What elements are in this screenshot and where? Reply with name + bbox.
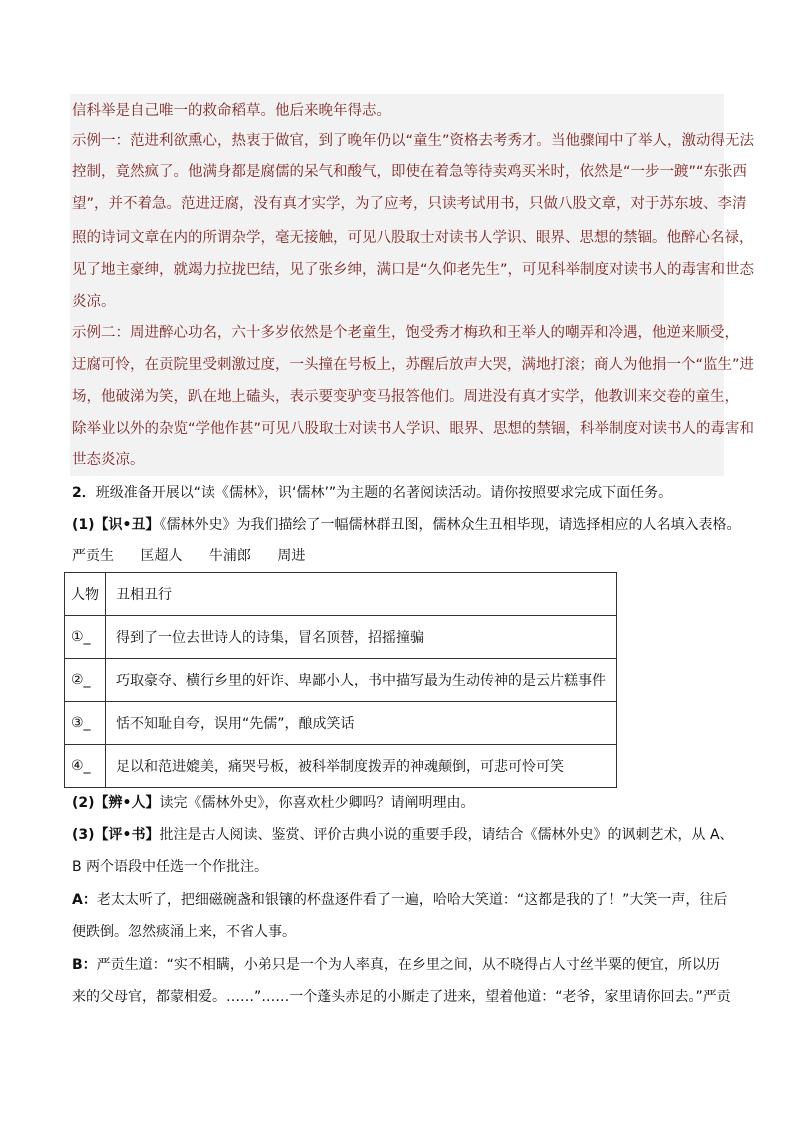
character-table [64,572,617,788]
part-2-prompt [72,793,475,813]
question-intro-text: 班级准备开展以“读《儒林》，识‘儒林’”为主题的名著阅读活动。请你按照要求完成下面任务。 [95,485,673,501]
passage-a-tag: A： [72,892,97,908]
part-1-text: 《儒林外史》为我们描绘了一幅儒林群丑图，儒林众生丑相毕现，请选择相应的人名填入表格。 [159,517,741,533]
name-option: 周进 [277,548,306,564]
question-number: 2． [72,485,96,501]
answer-line: 控制，竟然疯了。他满身都是腐儒的呆气和酸气，即使在着急等待卖鸡买米时，依然是“一步一踱”“东张西 [72,164,748,180]
passage-b-tag: B： [72,957,97,973]
table-header-row [65,573,617,616]
part-3-tag: (3)【评•书】 [72,827,160,843]
question-2-intro [72,483,672,503]
header-character: 人物 [65,573,106,616]
answer-line: 世态炎凉。 [72,452,145,468]
part-3-text: 批注是古人阅读、鉴赏、评价古典小说的重要手段，请结合《儒林外史》的讽刺艺术，从 A、 [159,827,734,843]
part-1-tag: (1)【识•丑】 [72,517,160,533]
answer-line: 炎凉。 [72,294,116,310]
behavior-cell: 得到了一位去世诗人的诗集，冒名顶替，招摇撞骗 [106,616,617,659]
name-option: 严贡生 [72,548,114,564]
table-row [65,702,617,745]
name-options [72,546,327,566]
part-1-prompt [72,515,741,535]
behavior-cell: 恬不知耻自夸，误用“先儒”，酿成笑话 [106,702,617,745]
answer-line: 见了地主豪绅，就竭力拉拢巴结，见了张乡绅，满口是“久仰老先生”，可见科举制度对读书人的毒害和世态 [72,262,755,278]
passage-a-text: 老太太听了，把细磁碗盏和银镶的杯盘逐件看了一遍，哈哈大笑道：“这都是我的了！”大笑一声，往后 [96,892,728,908]
answer-line: 除举业以外的杂览“学他作甚”可见八股取士对读书人学识、眼界、思想的禁锢，科举制度对读书人的毒害和 [72,421,755,437]
answer-line: 示例一：范进利欲熏心，热衷于做官，到了晚年仍以“童生”资格去考秀才。当他骤闻中了举人，激动得无法 [72,133,755,149]
part-3-prompt [72,825,734,845]
answer-line: 示例二：周进醉心功名，六十多岁依然是个老童生，饱受秀才梅玖和王举人的嘲弄和冷遇，他逆来顺受， [72,325,739,341]
answer-line: 望”，并不着急。范进迂腐，没有真才实学，为了应考，只读考试用书，只做八股文章，对于苏东坡、李清 [72,196,747,212]
behavior-cell: 足以和范进媲美，痛哭号板，被科举制度拨弄的神魂颠倒，可悲可怜可笑 [106,745,617,788]
passage-b-continued: 来的父母官，都蒙相爱。……”……一个蓬头赤足的小厮走了进来，望着他道：“老爷，家里请你回去。”严贡 [72,989,731,1005]
passage-b-text: 严贡生道：“实不相瞒，小弟只是一个为人率真，在乡里之间，从不晓得占人寸丝半粟的便宜，所以历 [96,957,720,973]
answer-line: 照的诗词文章在内的所谓杂学，毫无接触，可见八股取士对读书人学识、眼界、思想的禁锢。他醉心名禄， [72,230,754,246]
answer-blank[interactable]: ②_ [65,659,106,702]
answer-blank[interactable]: ④_ [65,745,106,788]
passage-b [72,955,720,975]
behavior-cell: 巧取豪夺、横行乡里的奸诈、卑鄙小人，书中描写最为生动传神的是云片糕事件 [106,659,617,702]
answer-line: 场，他破涕为笑，趴在地上磕头，表示要变驴变马报答他们。周进没有真才实学，他教训来交卷的童生， [72,389,739,405]
answer-blank[interactable]: ①_ [65,616,106,659]
table-row [65,745,617,788]
name-option: 牛浦郎 [208,548,251,564]
passage-a [72,890,727,910]
passage-a-continued: 便跌倒。忽然痰涌上来，不省人事。 [72,924,296,940]
table-row [65,616,617,659]
part-2-tag: (2)【辨•人】 [72,795,160,811]
table-row [65,659,617,702]
answer-blank[interactable]: ③_ [65,702,106,745]
answer-line: 迂腐可怜，在贡院里受刺激过度，一头撞在号板上，苏醒后放声大哭，满地打滚；商人为他捐一个“监生”进 [72,357,755,373]
answer-line: 信科举是自己唯一的救命稻草。他后来晚年得志。 [72,103,391,119]
part-3-text-continued: B 两个语段中任选一个作批注。 [72,859,269,875]
name-option: 匡超人 [140,548,183,564]
header-behavior: 丑相丑行 [106,573,617,616]
part-2-text: 读完《儒林外史》，你喜欢杜少卿吗？请阐明理由。 [159,795,475,811]
